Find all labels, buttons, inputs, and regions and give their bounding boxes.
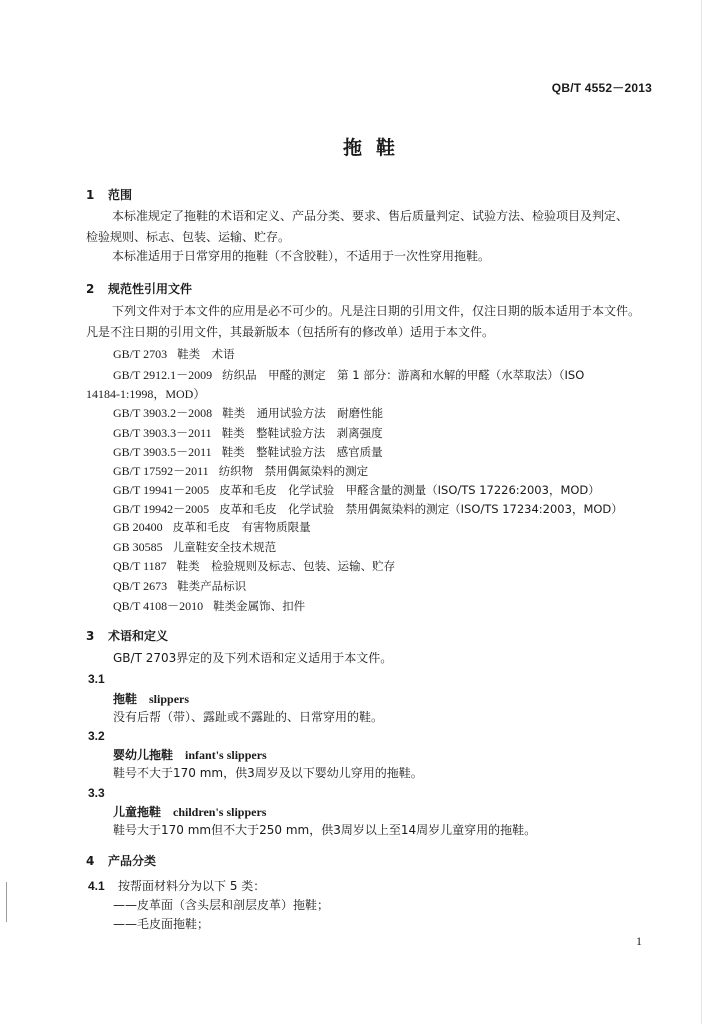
reference-title: 鞋类 整鞋试验方法 剥离强度 <box>221 426 383 440</box>
clause-text: 按帮面材料分为以下 5 类： <box>118 879 266 893</box>
reference-item <box>113 539 276 555</box>
term-heading <box>113 746 267 763</box>
reference-title: 鞋类 术语 <box>177 347 235 361</box>
list-item: ——毛皮面拖鞋； <box>113 917 210 931</box>
page-number: 1 <box>636 934 642 948</box>
reference-title: 纺织品 甲醛的测定 第 1 部分：游离和水解的甲醛（水萃取法）（ISO <box>222 368 585 382</box>
section-heading <box>86 280 192 297</box>
paragraph: 本标准规定了拖鞋的术语和定义、产品分类、要求、售后质量判定、试验方法、检验项目及判定、 <box>112 209 629 223</box>
reference-title: 皮革和毛皮 有害物质限量 <box>172 520 311 534</box>
reference-title: 鞋类 检验规则及标志、包装、运输、贮存 <box>176 559 396 573</box>
list-item: ——皮革面（含头层和剖层皮革）拖鞋； <box>113 898 330 912</box>
section-heading <box>86 627 168 644</box>
reference-code: 14184-1:1998，MOD） <box>86 387 206 401</box>
reference-item <box>113 404 383 421</box>
reference-code: GB/T 3903.2－2008 <box>113 406 213 420</box>
reference-item <box>113 597 305 614</box>
reference-code: GB/T 19941－2005 <box>113 483 210 497</box>
reference-code: QB/T 4108－2010 <box>113 599 204 613</box>
reference-code: QB/T 1187 <box>113 559 167 573</box>
reference-item <box>113 481 600 498</box>
reference-title: 皮革和毛皮 化学试验 禁用偶氮染料的测定（ISO/TS 17234:2003，MOD） <box>219 502 623 516</box>
section-number: 3 <box>86 629 95 643</box>
term-en: slippers <box>149 692 190 706</box>
reference-title: 纺织物 禁用偶氮染料的测定 <box>218 464 369 478</box>
reference-item <box>113 519 311 535</box>
reference-item <box>113 558 395 574</box>
term-number: 3.1 <box>88 672 105 686</box>
reference-code: GB 30585 <box>113 540 163 554</box>
reference-title: 鞋类 整鞋试验方法 感官质量 <box>221 445 383 459</box>
reference-item <box>113 346 235 362</box>
section-title: 产品分类 <box>108 854 157 868</box>
section-title: 范围 <box>108 188 133 202</box>
clause-number: 4.1 <box>88 879 105 893</box>
reference-title: 鞋类产品标识 <box>177 579 247 593</box>
term-en: infant's slippers <box>185 748 267 762</box>
section-title: 规范性引用文件 <box>108 282 193 296</box>
section-heading <box>86 186 132 203</box>
term-definition: 没有后帮（带）、露趾或不露趾的、日常穿用的鞋。 <box>113 710 384 724</box>
reference-title: 鞋类 通用试验方法 耐磨性能 <box>222 406 384 420</box>
paragraph: 本标准适用于日常穿用的拖鞋（不含胶鞋），不适用于一次性穿用拖鞋。 <box>112 249 491 263</box>
reference-item <box>113 443 383 460</box>
reference-code: GB/T 2703 <box>113 347 168 361</box>
reference-item <box>113 424 383 441</box>
paragraph: 凡是不注日期的引用文件，其最新版本（包括所有的修改单）适用于本文件。 <box>86 325 495 339</box>
term-zh: 婴幼儿拖鞋 <box>113 748 174 762</box>
reference-code: GB/T 2912.1－2009 <box>113 368 213 382</box>
reference-code: GB 20400 <box>113 520 163 534</box>
paragraph: 检验规则、标志、包装、运输、贮存。 <box>86 230 291 244</box>
reference-item <box>113 366 584 383</box>
term-heading <box>113 690 189 707</box>
term-number: 3.2 <box>88 729 105 743</box>
section-title: 术语和定义 <box>108 629 169 643</box>
reference-code: GB/T 3903.5－2011 <box>113 445 212 459</box>
section-number: 2 <box>86 282 95 296</box>
reference-item <box>113 578 246 594</box>
clause <box>88 878 265 894</box>
term-definition: 鞋号大于170 mm但不大于250 mm，供3周岁以上至14周岁儿童穿用的拖鞋。 <box>113 823 537 837</box>
term-definition: 鞋号不大于170 mm，供3周岁及以下婴幼儿穿用的拖鞋。 <box>113 766 423 780</box>
reference-item <box>86 385 215 402</box>
term-zh: 儿童拖鞋 <box>113 805 162 819</box>
document-title: 拖鞋 <box>342 137 409 159</box>
reference-item <box>113 462 368 479</box>
paragraph: GB/T 2703界定的及下列术语和定义适用于本文件。 <box>113 651 393 665</box>
reference-code: GB/T 3903.3－2011 <box>113 426 212 440</box>
reference-code: QB/T 2673 <box>113 579 168 593</box>
scan-mark <box>6 882 7 922</box>
section-number: 4 <box>86 854 95 868</box>
reference-code: GB/T 17592－2011 <box>113 464 209 478</box>
section-heading <box>86 852 156 869</box>
section-number: 1 <box>86 188 95 202</box>
term-en: children's slippers <box>173 805 267 819</box>
term-heading <box>113 803 266 820</box>
paragraph: 下列文件对于本文件的应用是必不可少的。凡是注日期的引用文件，仅注日期的版本适用于本文件。 <box>112 304 641 318</box>
term-number: 3.3 <box>88 786 105 800</box>
term-zh: 拖鞋 <box>113 692 138 706</box>
reference-title: 儿童鞋安全技术规范 <box>172 540 277 554</box>
standard-code: QB/T 4552－2013 <box>551 81 652 95</box>
reference-title: 鞋类金属饰、扣件 <box>213 599 306 613</box>
reference-code: GB/T 19942－2005 <box>113 502 210 516</box>
reference-item <box>113 500 623 517</box>
reference-title: 皮革和毛皮 化学试验 甲醛含量的测量（ISO/TS 17226:2003，MOD） <box>219 483 600 497</box>
